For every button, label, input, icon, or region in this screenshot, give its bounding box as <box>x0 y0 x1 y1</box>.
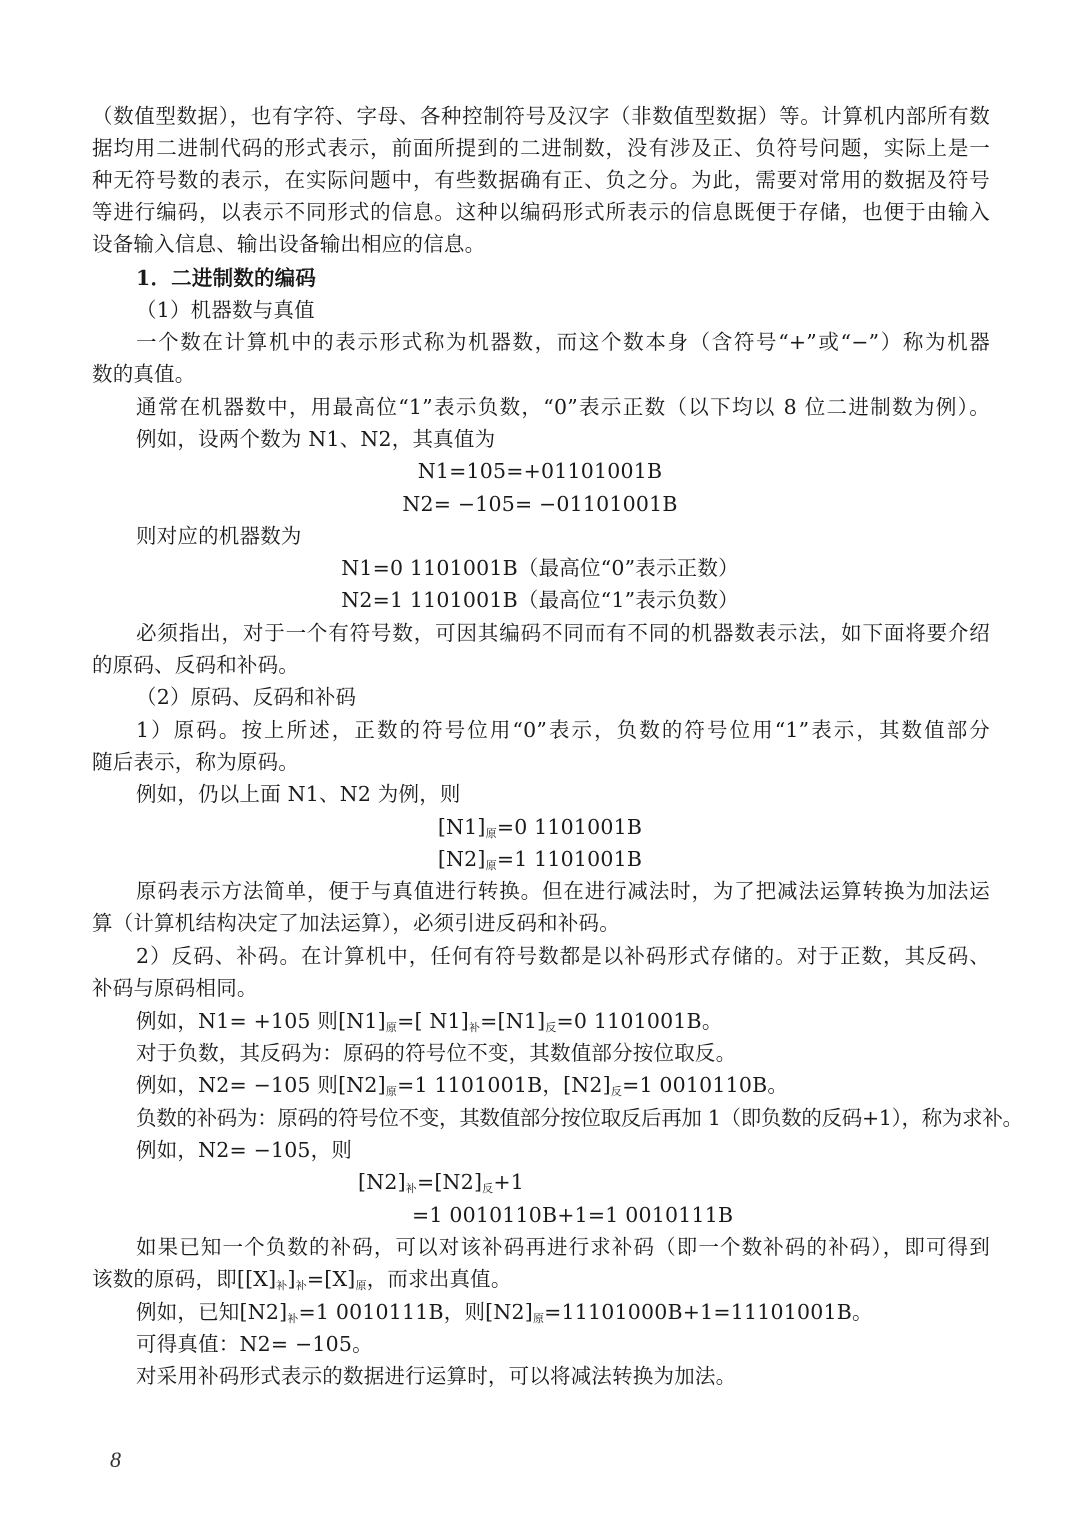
subscript-yuan: 原 <box>485 859 497 872</box>
page-number: 8 <box>110 1447 121 1472</box>
paragraph-line: 算（计算机结构决定了加法运算），必须引进反码和补码。 <box>92 911 620 935</box>
section-heading: 1．二进制数的编码 <box>136 266 317 290</box>
paragraph-line <box>136 1296 990 1328</box>
subscript-bu: 补 <box>276 1279 288 1292</box>
eq-text: [N2] <box>358 1170 406 1194</box>
subscript-yuan: 原 <box>485 827 497 840</box>
paragraph-line: 必须指出，对于一个有符号数，可因其编码不同而有不同的机器数表示法，如下面将要介绍 <box>136 621 990 645</box>
paragraph-line <box>136 1069 990 1101</box>
paragraph-line: 的原码、反码和补码。 <box>92 653 299 677</box>
paragraph-line: 则对应的机器数为 <box>136 524 302 548</box>
paragraph-line <box>136 1005 990 1037</box>
text: 该数的原码，即[[X] <box>92 1267 277 1291</box>
text: =[ N1] <box>397 1009 469 1033</box>
equation: =1 0010110B+1=1 0010111B <box>412 1203 734 1227</box>
paragraph-line: 可得真值：N2= −105。 <box>136 1332 373 1356</box>
paragraph-line <box>92 1263 990 1295</box>
paragraph-line: 随后表示，称为原码。 <box>92 750 299 774</box>
subscript-bu: 补 <box>468 1021 481 1034</box>
equation <box>0 843 1080 875</box>
paragraph-line: 对采用补码形式表示的数据进行运算时，可以将减法转换为加法。 <box>136 1364 737 1388</box>
paragraph-line: 2）反码、补码。在计算机中，任何有符号数都是以补码形式存储的。对于正数，其反码、 <box>136 944 990 968</box>
text: =1 0010110B。 <box>622 1073 789 1097</box>
eq-text: +1 <box>493 1170 524 1194</box>
paragraph-line: 例如，设两个数为 N1、N2，其真值为 <box>136 427 496 451</box>
subscript-bu: 补 <box>405 1182 417 1195</box>
paragraph-line: 等进行编码，以表示不同形式的信息。这种以编码形式所表示的信息既便于存储，也便于由输入 <box>92 200 990 224</box>
paragraph-line: （数值型数据），也有字符、字母、各种控制符号及汉字（非数值型数据）等。计算机内部所有数 <box>92 104 990 128</box>
eq-text: [N1] <box>437 815 486 839</box>
subscript-bu: 补 <box>287 1312 299 1325</box>
eq-text: =1 1101001B <box>496 847 643 871</box>
equation: N2= −105= −01101001B <box>402 492 678 516</box>
text: =[X] <box>306 1267 356 1291</box>
text: ，而求出真值。 <box>366 1267 512 1291</box>
equation: N2=1 1101001B（最高位“1”表示负数） <box>341 588 739 612</box>
eq-text: [N2] <box>437 847 486 871</box>
paragraph-line: 负数的补码为：原码的符号位不变，其数值部分按位取反后再加 1（即负数的反码+1），称为求补。 <box>136 1106 1023 1130</box>
subscript-yuan: 原 <box>385 1085 398 1098</box>
paragraph-line: 1）原码。按上所述，正数的符号位用“0”表示，负数的符号位用“1”表示，其数值部分 <box>136 718 990 742</box>
text: =0 1101001B。 <box>556 1009 723 1033</box>
paragraph-line: 例如，仍以上面 N1、N2 为例，则 <box>136 782 461 806</box>
paragraph-line: 一个数在计算机中的表示形式称为机器数，而这个数本身（含符号“+”或“−”）称为机器 <box>136 330 990 354</box>
paragraph-line: 设备输入信息、输出设备输出相应的信息。 <box>92 232 486 256</box>
subsection-heading: （2）原码、反码和补码 <box>136 685 357 709</box>
subscript-yuan: 原 <box>385 1021 398 1034</box>
paragraph-line: 如果已知一个负数的补码，可以对该补码再进行求补码（即一个数补码的补码），即可得到 <box>136 1235 990 1259</box>
subscript-bu: 补 <box>295 1279 307 1292</box>
equation: N1=0 1101001B（最高位“0”表示正数） <box>341 556 739 580</box>
paragraph-line: 补码与原码相同。 <box>92 976 258 1000</box>
text: 例如，N2= −105 则[N2] <box>136 1073 386 1097</box>
paragraph-line: 对于负数，其反码为：原码的符号位不变，其数值部分按位取反。 <box>136 1041 737 1065</box>
paragraph-line: 数的真值。 <box>92 362 196 386</box>
paragraph-line: 种无符号数的表示，在实际问题中，有些数据确有正、负之分。为此，需要对常用的数据及符号 <box>92 168 990 192</box>
paragraph-line: 例如，N2= −105，则 <box>136 1138 353 1162</box>
equation: N1=105=+01101001B <box>417 459 663 483</box>
text: ] <box>287 1267 296 1291</box>
text: =[N1] <box>480 1009 546 1033</box>
text: =1 0010111B，则[N2] <box>298 1300 533 1324</box>
paragraph-line: 据均用二进制代码的形式表示，前面所提到的二进制数，没有涉及正、负符号问题，实际上是一 <box>92 136 990 160</box>
subscript-yuan: 原 <box>355 1279 367 1292</box>
paragraph-line: 原码表示方法简单，便于与真值进行转换。但在进行减法时，为了把减法运算转换为加法运 <box>136 879 990 903</box>
subscript-fan: 反 <box>482 1182 494 1195</box>
subsection-heading: （1）机器数与真值 <box>136 298 315 322</box>
eq-text: =0 1101001B <box>496 815 643 839</box>
text: =1 1101001B，[N2] <box>397 1073 611 1097</box>
subscript-fan: 反 <box>545 1021 557 1034</box>
text: =11101000B+1=11101001B。 <box>544 1300 873 1324</box>
eq-text: =[N2] <box>416 1170 483 1194</box>
paragraph-line: 通常在机器数中，用最高位“1”表示负数，“0”表示正数（以下均以 8 位二进制数为例）。 <box>136 395 990 419</box>
equation <box>0 811 1080 843</box>
text: 例如，已知[N2] <box>136 1300 288 1324</box>
subscript-fan: 反 <box>610 1085 623 1098</box>
equation <box>358 1166 524 1198</box>
text: 例如，N1= +105 则[N1] <box>136 1009 386 1033</box>
subscript-yuan: 原 <box>532 1312 545 1325</box>
